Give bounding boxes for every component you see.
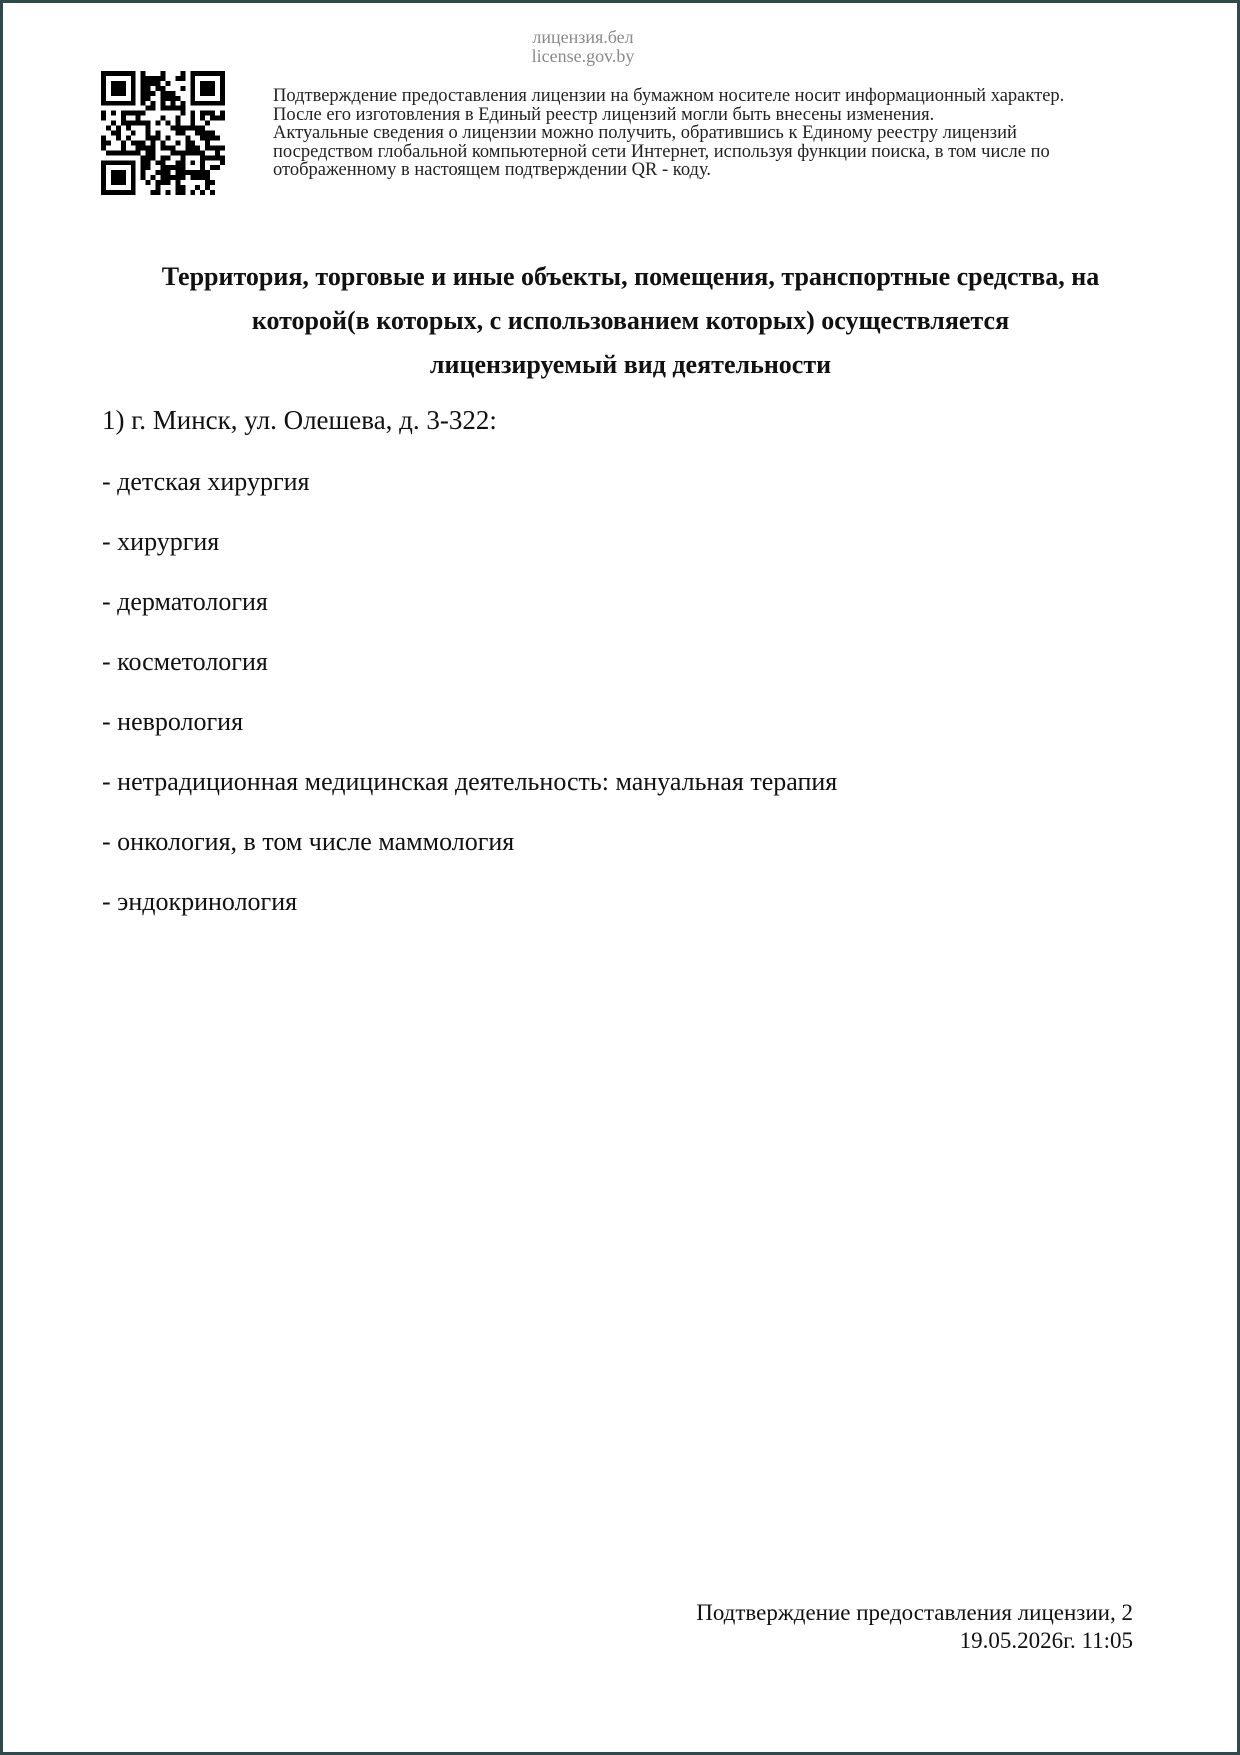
heading-line: лицензируемый вид деятельности xyxy=(429,350,832,379)
notice-line: Актуальные сведения о лицензии можно получить, обратившись к Единому реестру лицензий xyxy=(273,123,1017,143)
info-notice xyxy=(273,87,1193,180)
qr-code-icon xyxy=(101,71,225,195)
location-address: 1) г. Минск, ул. Олешева, д. 3-322: xyxy=(102,405,497,435)
activity-item: - косметология xyxy=(102,647,268,676)
notice-line: После его изготовления в Единый реестр лицензий могли быть внесены изменения. xyxy=(273,104,935,125)
footer-title: Подтверждение предоставления лицензии, 2 xyxy=(696,1600,1133,1625)
section-heading xyxy=(63,255,1198,387)
notice-line: отображенному в настоящем подтверждении QR - коду. xyxy=(273,160,711,180)
activity-item: - детская хирургия xyxy=(102,467,310,496)
activity-list xyxy=(102,466,837,946)
site-header xyxy=(3,28,1163,66)
activity-item: - неврология xyxy=(102,707,244,736)
activity-item: - хирургия xyxy=(102,527,220,556)
activity-item: - дерматология xyxy=(102,587,268,616)
page-footer xyxy=(696,1599,1133,1655)
heading-line: которой(в которых, с использованием которых) осуществляется xyxy=(251,306,1010,335)
activity-item: - нетрадиционная медицинская деятельность: мануальная терапия xyxy=(102,767,838,796)
notice-line: Подтверждение предоставления лицензии на бумажном носителе носит информационный характер. xyxy=(273,86,1065,106)
heading-line: Территория, торговые и иные объекты, помещения, транспортные средства, на xyxy=(161,262,1100,291)
notice-line: посредством глобальной компьютерной сети Интернет, используя функции поиска, в том числе по xyxy=(273,141,1050,162)
site-domain-cyrillic: лицензия.бел xyxy=(532,27,634,47)
activity-item: - эндокринология xyxy=(102,887,298,916)
footer-timestamp: 19.05.2026г. 11:05 xyxy=(959,1628,1133,1653)
activity-item: - онкология, в том числе маммология xyxy=(102,827,515,856)
site-domain-latin: license.gov.by xyxy=(531,46,635,66)
